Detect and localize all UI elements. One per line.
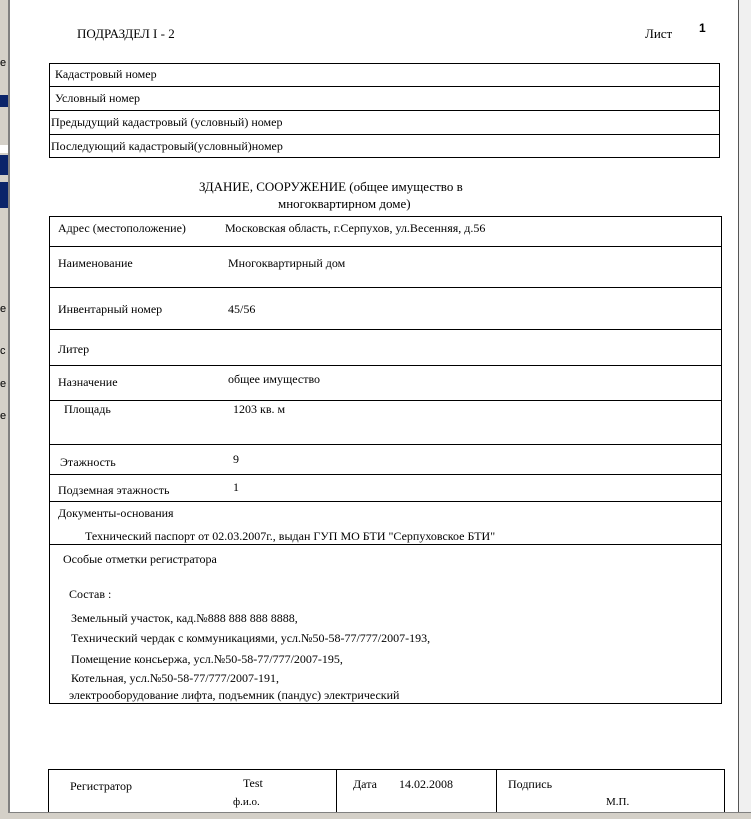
edge-glyph: е [0, 57, 7, 69]
note-item: электрооборудование лифта, подъемник (пандус) электрический [69, 688, 400, 702]
background-window-edge [0, 0, 8, 819]
documents-label: Документы-основания [58, 506, 174, 520]
floors-value: 9 [233, 452, 239, 466]
edge-selection [0, 182, 8, 208]
edge-glyph: е [0, 303, 7, 315]
section-title: ПОДРАЗДЕЛ I - 2 [77, 26, 175, 41]
underground-label: Подземная этажность [58, 483, 170, 497]
edge-selection [0, 155, 8, 175]
cadastral-row: Последующий кадастровый(условный)номер [51, 139, 283, 153]
edge-selection [0, 95, 8, 107]
seal-caption: М.П. [606, 796, 630, 808]
edge-highlight [0, 145, 8, 153]
underground-value: 1 [233, 480, 239, 494]
area-label: Площадь [64, 402, 111, 416]
area-value: 1203 кв. м [233, 402, 286, 416]
signature-label: Подпись [508, 777, 553, 791]
horizontal-scrollbar[interactable] [8, 812, 751, 819]
name-value: Многоквартирный дом [228, 256, 346, 270]
address-label: Адрес (местоположение) [58, 221, 186, 235]
floors-label: Этажность [60, 455, 116, 469]
cadastral-row: Кадастровый номер [55, 67, 157, 81]
composition-label: Состав : [69, 587, 112, 601]
note-item: Земельный участок, кад.№888 888 888 8888, [71, 611, 298, 625]
edge-glyph: е [0, 378, 7, 390]
documents-value: Технический паспорт от 02.03.2007г., выдан ГУП МО БТИ "Серпуховское БТИ" [85, 529, 496, 543]
purpose-value: общее имущество [228, 372, 321, 386]
name-label: Наименование [58, 256, 133, 270]
purpose-label: Назначение [58, 375, 118, 389]
document-page [10, 0, 739, 812]
note-item: Помещение консьержа, усл.№50-58-77/777/2007-195, [71, 652, 343, 666]
sheet-number: 1 [699, 21, 706, 35]
object-heading-line2: многоквартирном доме) [278, 196, 411, 211]
cadastral-row: Условный номер [55, 91, 141, 105]
liter-label: Литер [58, 342, 90, 356]
inventory-value: 45/56 [228, 302, 256, 316]
registrar-label: Регистратор [70, 779, 133, 793]
date-label: Дата [353, 777, 377, 791]
edge-glyph: с [0, 345, 6, 357]
note-item: Котельная, усл.№50-58-77/777/2007-191, [71, 671, 279, 685]
inventory-label: Инвентарный номер [58, 302, 163, 316]
object-heading-line1: ЗДАНИЕ, СООРУЖЕНИЕ (общее имущество в [199, 179, 463, 194]
address-value: Московская область, г.Серпухов, ул.Весенняя, д.56 [225, 221, 486, 235]
registrar-value: Test [243, 776, 263, 790]
sheet-label: Лист [645, 26, 673, 41]
edge-glyph: е [0, 410, 7, 422]
notes-title: Особые отметки регистратора [63, 552, 217, 566]
note-item: Технический чердак с коммуникациями, усл.№50-58-77/777/2007-193, [71, 631, 431, 645]
fio-caption: ф.и.о. [233, 796, 260, 808]
date-value: 14.02.2008 [399, 777, 453, 791]
vertical-scrollbar[interactable] [739, 0, 751, 819]
cadastral-row: Предыдущий кадастровый (условный) номер [51, 115, 283, 129]
